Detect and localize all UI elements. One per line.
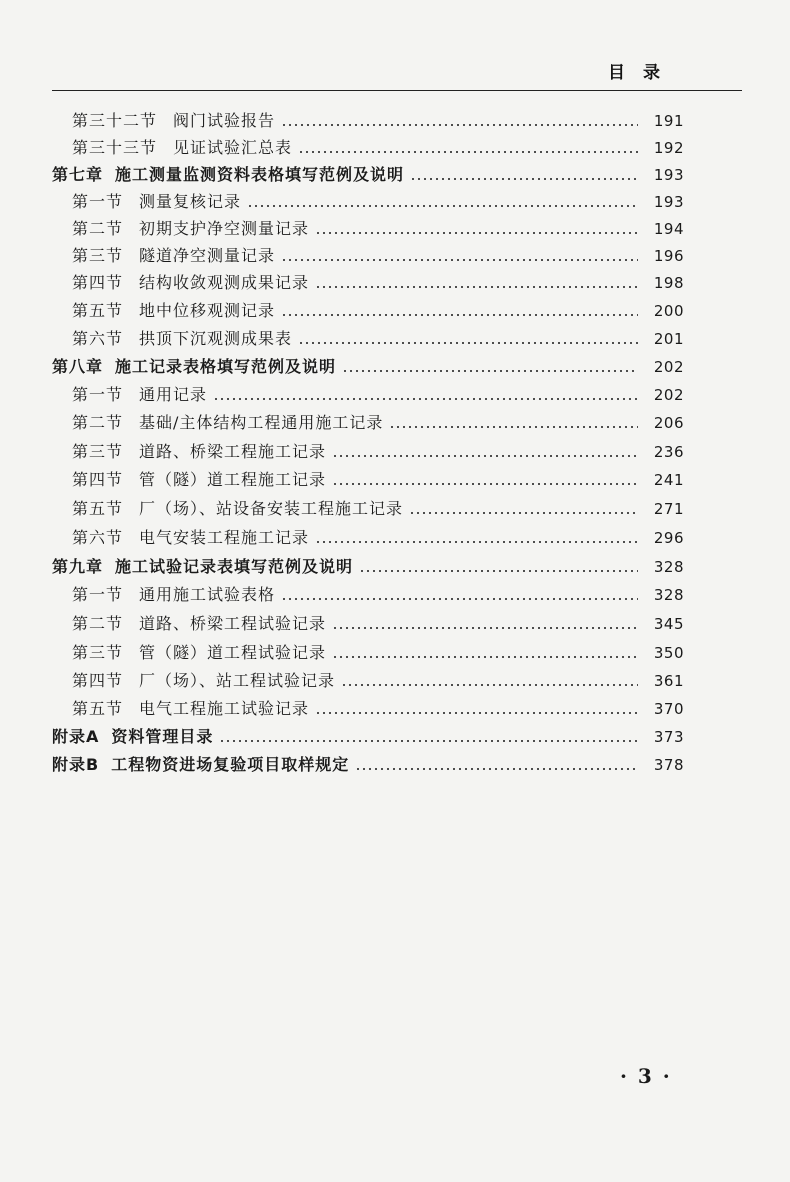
toc-entry[interactable] (72, 214, 684, 244)
running-head-title: 目录 (608, 63, 678, 83)
toc-entry[interactable] (72, 133, 684, 163)
dot-leader (281, 598, 638, 600)
header-rule (52, 90, 742, 91)
dot-leader (359, 570, 638, 572)
toc-entry-page: 271 (653, 500, 684, 518)
dot-leader (332, 455, 638, 457)
toc-entry-page: 196 (653, 247, 684, 265)
toc-entry-title: 隧道净空测量记录 (139, 246, 276, 265)
toc-entry-label: 第五节 (72, 499, 124, 518)
dot-leader (281, 314, 638, 316)
toc-entry-page: 370 (653, 700, 684, 718)
toc-entry-title: 电气工程施工试验记录 (139, 699, 310, 718)
toc-entry-title: 阀门试验报告 (173, 111, 276, 130)
dot-leader (281, 124, 638, 126)
toc-entry-title: 道路、桥梁工程试验记录 (139, 614, 327, 633)
toc-entry-title: 资料管理目录 (111, 727, 214, 746)
toc-entry[interactable] (72, 494, 684, 524)
toc-entry-page: 193 (653, 166, 684, 184)
toc-entry-title: 初期支护净空测量记录 (139, 219, 310, 238)
toc-entry-page: 200 (653, 302, 684, 320)
toc-entry-title: 结构收敛观测成果记录 (139, 273, 310, 292)
toc-entry-title: 管（隧）道工程试验记录 (139, 643, 327, 662)
toc-entry[interactable] (72, 694, 684, 724)
toc-entry-label: 第二节 (72, 614, 124, 633)
toc-entry-title: 通用记录 (139, 385, 208, 404)
toc-entry-label: 第三节 (72, 246, 124, 265)
toc-entry-title: 基础/主体结构工程通用施工记录 (139, 413, 384, 432)
toc-entry-label: 第三十三节 (72, 138, 158, 157)
toc-entry-label: 附录A (52, 727, 100, 746)
toc-entry-page: 361 (653, 672, 684, 690)
dot-leader (315, 232, 638, 234)
toc-entry-title: 道路、桥梁工程施工记录 (139, 442, 327, 461)
toc-entry[interactable] (72, 187, 684, 217)
toc-entry[interactable] (72, 666, 684, 696)
dot-leader (315, 712, 638, 714)
dot-leader (342, 370, 638, 372)
toc-entry-label: 第四节 (72, 470, 124, 489)
toc-entry-page: 206 (653, 414, 684, 432)
toc-entry-label: 第一节 (72, 585, 124, 604)
toc-entry-page: 241 (653, 471, 684, 489)
toc-entry-page: 378 (653, 756, 684, 774)
toc-entry-label: 第五节 (72, 699, 124, 718)
dot-leader (219, 740, 638, 742)
toc-entry-title: 施工测量监测资料表格填写范例及说明 (115, 165, 405, 184)
page-number: · 3 · (620, 1064, 672, 1088)
toc-entry-page: 192 (653, 139, 684, 157)
dot-leader (355, 768, 638, 770)
toc-entry-label: 第五节 (72, 301, 124, 320)
toc-entry-title: 厂（场）、站设备安装工程施工记录 (139, 499, 404, 518)
dot-leader (315, 286, 638, 288)
toc-entry-label: 第三十二节 (72, 111, 158, 130)
toc-entry-page: 191 (653, 112, 684, 130)
toc-entry[interactable] (72, 241, 684, 271)
toc-entry-title: 电气安装工程施工记录 (139, 528, 310, 547)
toc-appendix-entry[interactable] (52, 750, 684, 780)
toc-entry-page: 350 (653, 644, 684, 662)
toc-entry-page: 328 (653, 558, 684, 576)
toc-entry-title: 管（隧）道工程施工记录 (139, 470, 327, 489)
toc-entry-title: 厂（场）、站工程试验记录 (139, 671, 336, 690)
toc-entry[interactable] (72, 408, 684, 438)
dot-leader (281, 259, 638, 261)
dot-leader (332, 483, 638, 485)
toc-chapter-entry[interactable] (52, 552, 684, 582)
toc-entry[interactable] (72, 609, 684, 639)
toc-entry-label: 第六节 (72, 329, 124, 348)
toc-entry-label: 第三节 (72, 442, 124, 461)
dot-leader (409, 512, 638, 514)
dot-leader (332, 627, 638, 629)
dot-leader (389, 426, 638, 428)
toc-entry-label: 第二节 (72, 219, 124, 238)
dot-leader (298, 151, 638, 153)
toc-entry-title: 施工试验记录表填写范例及说明 (115, 557, 354, 576)
dot-leader (410, 178, 638, 180)
toc-entry-title: 施工记录表格填写范例及说明 (115, 357, 337, 376)
toc-entry-label: 第四节 (72, 671, 124, 690)
toc-entry-page: 193 (653, 193, 684, 211)
toc-entry-label: 第八章 (52, 357, 104, 376)
toc-entry-label: 第九章 (52, 557, 104, 576)
dot-leader (247, 205, 638, 207)
toc-entry-label: 第四节 (72, 273, 124, 292)
toc-entry-title: 通用施工试验表格 (139, 585, 276, 604)
toc-entry[interactable] (72, 523, 684, 553)
toc-appendix-entry[interactable] (52, 722, 684, 752)
dot-leader (341, 684, 638, 686)
toc-entry-title: 见证试验汇总表 (173, 138, 293, 157)
toc-entry-label: 第六节 (72, 528, 124, 547)
toc-entry[interactable] (72, 638, 684, 668)
dot-leader (298, 342, 638, 344)
toc-entry[interactable] (72, 465, 684, 495)
toc-entry-page: 198 (653, 274, 684, 292)
toc-entry-label: 第一节 (72, 192, 124, 211)
toc-chapter-entry[interactable] (52, 160, 684, 190)
toc-entry-title: 测量复核记录 (139, 192, 242, 211)
toc-chapter-entry[interactable] (52, 352, 684, 382)
toc-entry-title: 工程物资进场复验项目取样规定 (111, 755, 350, 774)
toc-entry-page: 328 (653, 586, 684, 604)
toc-entry[interactable] (72, 296, 684, 326)
toc-entry-page: 202 (653, 358, 684, 376)
toc-entry-label: 第三节 (72, 643, 124, 662)
toc-entry-page: 236 (653, 443, 684, 461)
toc-entry-label: 第一节 (72, 385, 124, 404)
toc-entry[interactable] (72, 268, 684, 298)
toc-entry[interactable] (72, 580, 684, 610)
toc-entry[interactable] (72, 380, 684, 410)
toc-entry-label: 第七章 (52, 165, 104, 184)
dot-leader (315, 541, 638, 543)
dot-leader (213, 398, 638, 400)
toc-entry-title: 拱顶下沉观测成果表 (139, 329, 293, 348)
toc-entry[interactable] (72, 106, 684, 136)
toc-entry-page: 194 (653, 220, 684, 238)
toc-entry-label: 第二节 (72, 413, 124, 432)
toc-entry[interactable] (72, 437, 684, 467)
toc-entry-page: 345 (653, 615, 684, 633)
toc-entry-page: 373 (653, 728, 684, 746)
toc-entry-title: 地中位移观测记录 (139, 301, 276, 320)
toc-entry[interactable] (72, 324, 684, 354)
toc-entry-page: 202 (653, 386, 684, 404)
toc-entry-label: 附录B (52, 755, 100, 774)
toc-entry-page: 296 (653, 529, 684, 547)
dot-leader (332, 656, 638, 658)
toc-entry-page: 201 (653, 330, 684, 348)
